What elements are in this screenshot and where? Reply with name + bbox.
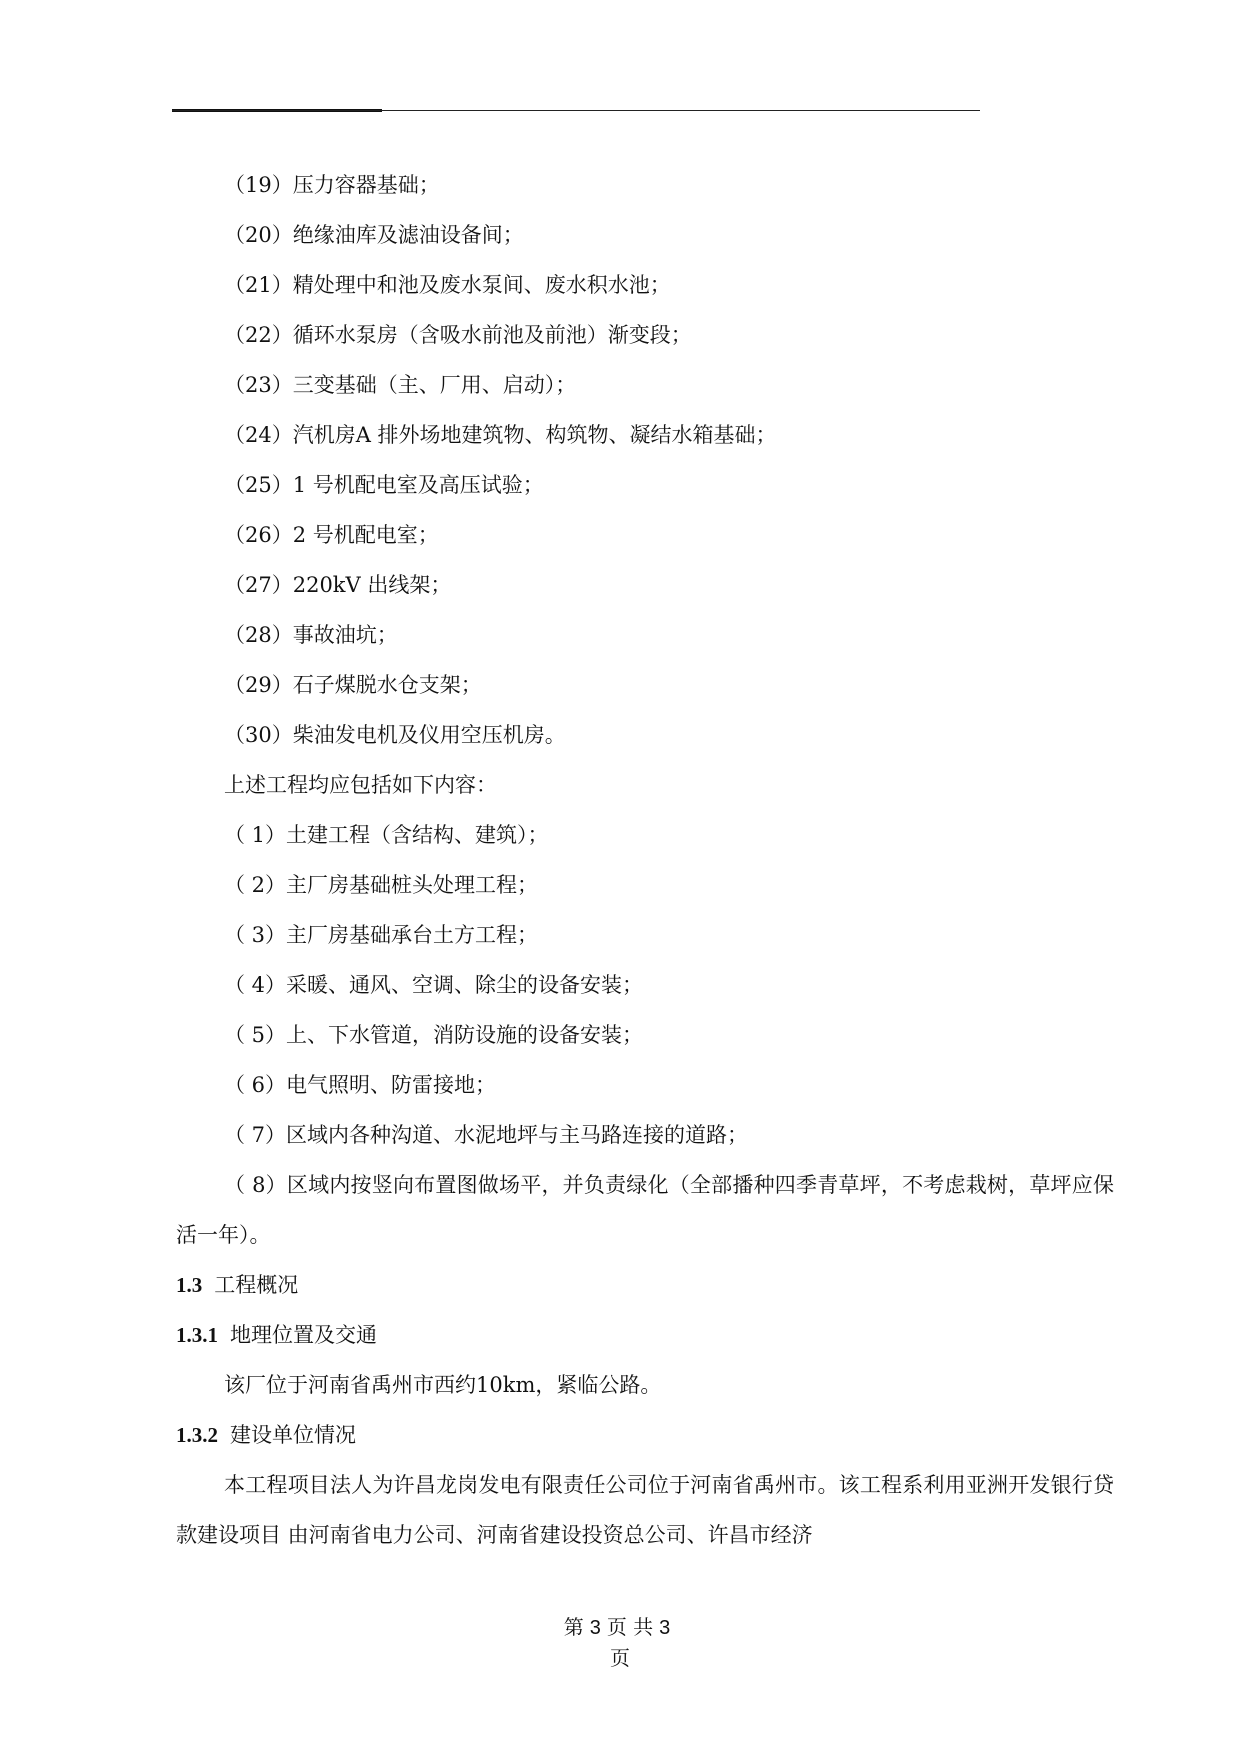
body-paragraph: 该厂位于河南省禹州市西约10km，紧临公路。: [224, 1373, 662, 1397]
list-item-wrapped: （ 8）区域内按竖向布置图做场平，并负责绿化（全部播种四季青草坪，不考虑栽树，草坪应保活一年）。: [176, 1173, 1114, 1247]
list-item: （ 7）区域内各种沟道、水泥地坪与主马路连接的道路；: [224, 1123, 749, 1147]
section-heading-1-3-1: [176, 1310, 1114, 1360]
footer-text: 共: [633, 1615, 654, 1639]
list-item: （ 6）电气照明、防雷接地；: [224, 1073, 497, 1097]
list-item: （23）三变基础（主、厂用、启动）；: [224, 373, 577, 397]
footer-text: 页: [606, 1615, 627, 1639]
list-item: （ 2）主厂房基础桩头处理工程；: [224, 873, 539, 897]
section-heading-1-3-2: [176, 1410, 1114, 1460]
footer-text: 第: [563, 1615, 584, 1639]
list-item: （ 4）采暖、通风、空调、除尘的设备安装；: [224, 973, 644, 997]
total-pages: 3: [659, 1617, 671, 1639]
section-number: 1.3: [176, 1273, 203, 1297]
page-number-line: [0, 1612, 1240, 1643]
section-heading-1-3: [176, 1260, 1114, 1310]
list-item: （20）绝缘油库及滤油设备间；: [224, 223, 524, 247]
list-item: （ 5）上、下水管道，消防设施的设备安装；: [224, 1023, 644, 1047]
section-number: 1.3.1: [176, 1323, 218, 1347]
section-number: 1.3.2: [176, 1423, 218, 1447]
list-item: （30）柴油发电机及仪用空压机房。: [224, 723, 566, 747]
list-item: （29）石子煤脱水仓支架；: [224, 673, 482, 697]
current-page: 3: [589, 1617, 601, 1639]
page-body: [176, 160, 1114, 1560]
footer-text: 页: [610, 1646, 630, 1670]
header-rule: [172, 110, 980, 111]
body-paragraph: 本工程项目法人为许昌龙岗发电有限责任公司位于河南省禹州市。该工程系利用亚洲开发银行贷款建设项目 由河南省电力公司、河南省建设投资总公司、许昌市经济: [176, 1473, 1114, 1547]
list-item: （ 3）主厂房基础承台土方工程；: [224, 923, 539, 947]
list-item: （ 1）土建工程（含结构、建筑）；: [224, 823, 549, 847]
list-item: （21）精处理中和池及废水泵间、废水积水池；: [224, 273, 671, 297]
list-item: （19）压力容器基础；: [224, 173, 440, 197]
section-title: 建设单位情况: [230, 1423, 356, 1447]
section-title: 地理位置及交通: [230, 1323, 377, 1347]
section-title: 工程概况: [214, 1273, 299, 1297]
page-footer: [0, 1612, 1240, 1673]
intro-paragraph: 上述工程均应包括如下内容：: [224, 773, 497, 797]
list-item: （28）事故油坑；: [224, 623, 398, 647]
list-item: （26）2 号机配电室；: [224, 523, 439, 547]
list-item: （27）220kV 出线架；: [224, 573, 452, 597]
list-item: （25）1 号机配电室及高压试验；: [224, 473, 544, 497]
list-item: （22）循环水泵房（含吸水前池及前池）渐变段；: [224, 323, 692, 347]
list-item: （24）汽机房A 排外场地建筑物、构筑物、凝结水箱基础；: [224, 423, 777, 447]
